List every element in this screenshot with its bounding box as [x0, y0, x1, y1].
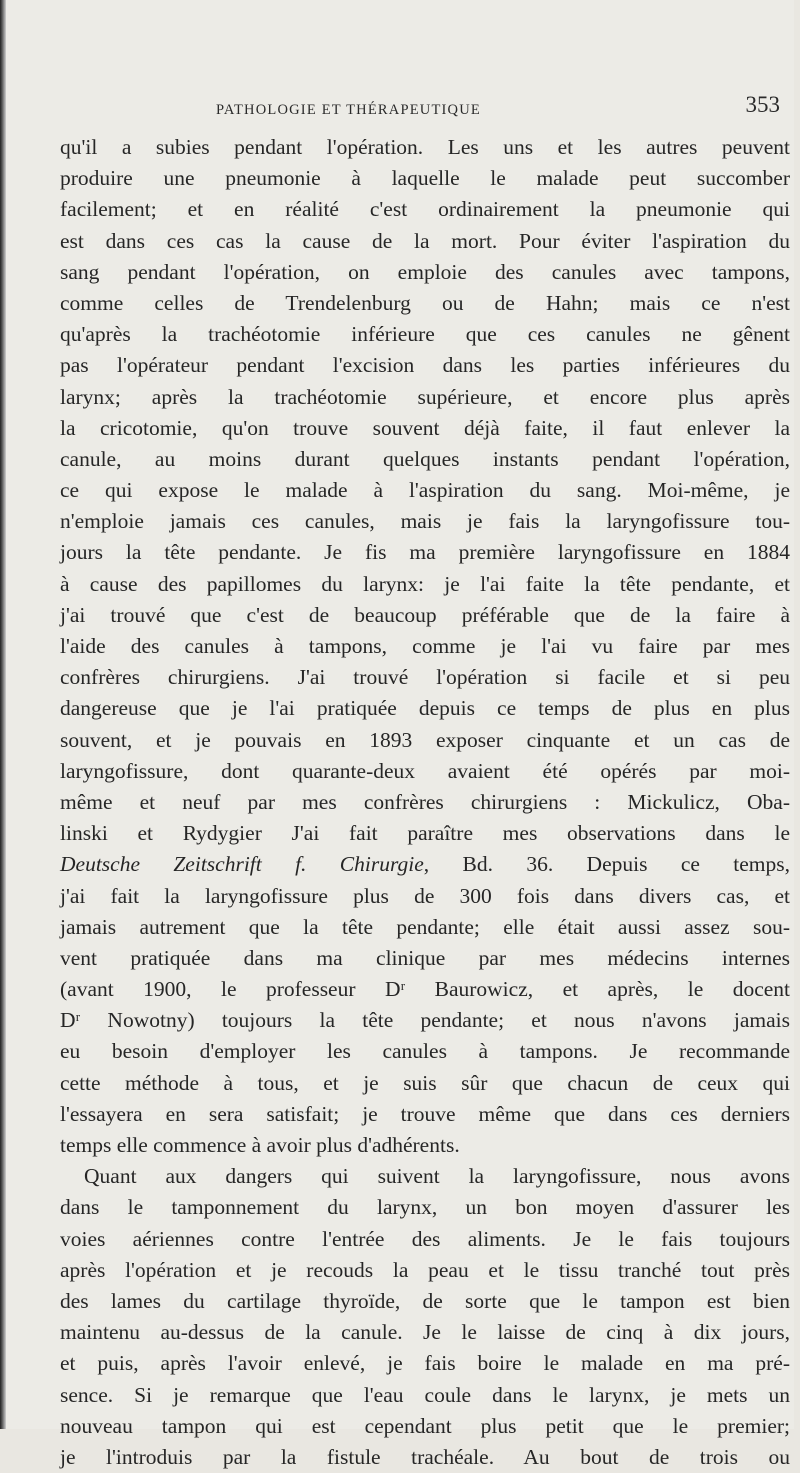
text-line: souvent, et je pouvais en 1893 exposer cinquante et un cas de — [60, 727, 790, 752]
body-text — [60, 132, 790, 1473]
text-line: j'ai fait la laryngofissure plus de 300 fois dans divers cas, et — [60, 883, 790, 908]
text-line: dans le tamponnement du larynx, un bon moyen d'assurer les — [60, 1195, 790, 1220]
text-line: la cricotomie, qu'on trouve souvent déjà faite, il faut enlever la — [60, 415, 790, 440]
text-line: Dʳ Nowotny) toujours la tête pendante; et nous n'avons jamais — [60, 1008, 790, 1033]
book-page — [6, 0, 794, 1469]
text-line: à cause des papillomes du larynx: je l'ai faite la tête pendante, et — [60, 571, 790, 596]
text-line: comme celles de Trendelenburg ou de Hahn; mais ce n'est — [60, 290, 790, 315]
text-line: (avant 1900, le professeur Dʳ Baurowicz, et après, le docent — [60, 977, 790, 1002]
text-line: après l'opération et je recouds la peau et le tissu tranché tout près — [60, 1257, 790, 1282]
text-line-paragraph-end: temps elle commence à avoir plus d'adhérents. — [60, 1133, 460, 1157]
text-line: produire une pneumonie à laquelle le malade peut succomber — [60, 166, 790, 191]
text-line: qu'il a subies pendant l'opération. Les uns et les autres peuvent — [60, 135, 790, 159]
text-line: l'essayera en sera satisfait; je trouve même que dans ces derniers — [60, 1101, 790, 1126]
text-line: même et neuf par mes confrères chirurgiens : Mickulicz, Oba- — [60, 789, 790, 814]
text-line: qu'après la trachéotomie inférieure que ces canules ne gênent — [60, 322, 790, 347]
text-line: dangereuse que je l'ai pratiquée depuis ce temps de plus en plus — [60, 696, 790, 721]
text-line: je l'introduis par la fistule trachéale. Au bout de trois ou — [60, 1444, 790, 1469]
text-line: pas l'opérateur pendant l'excision dans les parties inférieures du — [60, 353, 790, 378]
text-line: sence. Si je remarque que l'eau coule dans le larynx, je mets un — [60, 1382, 790, 1407]
text-line: est dans ces cas la cause de la mort. Pour éviter l'aspiration du — [60, 228, 790, 253]
text-line: sang pendant l'opération, on emploie des canules avec tampons, — [60, 259, 790, 284]
text-line: cette méthode à tous, et je suis sûr que chacun de ceux qui — [60, 1070, 790, 1095]
text-line: eu besoin d'employer les canules à tampons. Je recommande — [60, 1039, 790, 1064]
page-number: 353 — [745, 92, 780, 117]
text-line: maintenu au-dessus de la canule. Je le laisse de cinq à dix jours, — [60, 1320, 790, 1345]
text-line: voies aériennes contre l'entrée des aliments. Je le fais toujours — [60, 1226, 790, 1251]
text-line: n'emploie jamais ces canules, mais je fais la laryngofissure tou- — [60, 509, 790, 534]
text-line: jamais autrement que la tête pendante; elle était aussi assez sou- — [60, 914, 790, 939]
page-header — [46, 92, 786, 122]
text-line: linski et Rydygier J'ai fait paraître mes observations dans le — [60, 821, 790, 846]
text-line-paragraph-start: Quant aux dangers qui suivent la laryngofissure, nous avons — [84, 1164, 790, 1189]
text-line: et puis, après l'avoir enlevé, je fais boire le malade en ma pré- — [60, 1351, 790, 1376]
running-head: PATHOLOGIE ET THÉRAPEUTIQUE — [216, 102, 481, 118]
text-line: nouveau tampon qui est cependant plus petit que le premier; — [60, 1413, 790, 1438]
text-line-journal-citation: Deutsche Zeitschrift f. Chirurgie, Bd. 36. Depuis ce temps, — [60, 852, 790, 877]
text-line: ce qui expose le malade à l'aspiration du sang. Moi-même, je — [60, 478, 790, 503]
text-line: des lames du cartilage thyroïde, de sorte que le tampon est bien — [60, 1288, 790, 1313]
text-line: jours la tête pendante. Je fis ma première laryngofissure en 1884 — [60, 540, 790, 565]
text-line: j'ai trouvé que c'est de beaucoup préférable que de la faire à — [60, 602, 790, 627]
text-line: facilement; et en réalité c'est ordinairement la pneumonie qui — [60, 197, 790, 222]
text-line: confrères chirurgiens. J'ai trouvé l'opération si facile et si peu — [60, 665, 790, 690]
text-line: canule, au moins durant quelques instants pendant l'opération, — [60, 446, 790, 471]
text-line: vent pratiquée dans ma clinique par mes médecins internes — [60, 945, 790, 970]
text-line: larynx; après la trachéotomie supérieure, et encore plus après — [60, 384, 790, 409]
text-line: l'aide des canules à tampons, comme je l'ai vu faire par mes — [60, 634, 790, 658]
text-line: laryngofissure, dont quarante-deux avaient été opérés par moi- — [60, 758, 790, 783]
